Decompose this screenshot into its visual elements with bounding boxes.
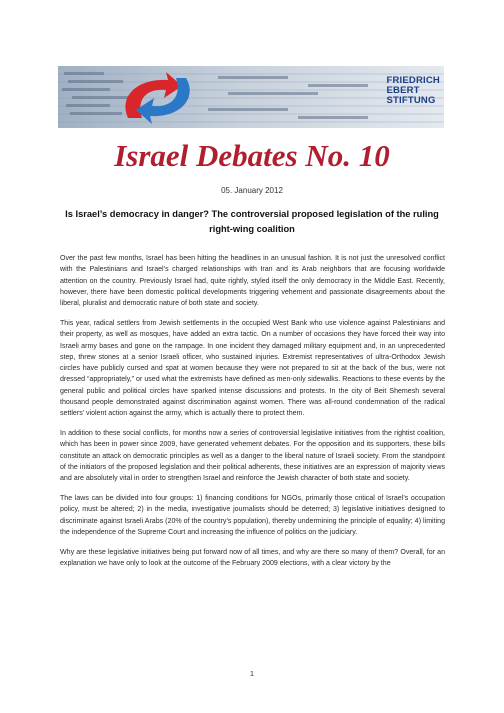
article-headline: Is Israel’s democracy in danger? The controversial proposed legislation of the ruling right-wing coalition	[65, 209, 439, 234]
article-body	[60, 253, 445, 578]
document-title: Israel Debates No. 10	[114, 138, 390, 173]
paragraph: Why are these legislative initiatives being put forward now of all times, and why are there so many of them? Overall, for an explanation we have only to look at the outcome of the February 2009 elections, with a clear victory by the	[60, 548, 445, 568]
header-banner	[58, 66, 444, 128]
paragraph: This year, radical settlers from Jewish settlements in the occupied West Bank who use violence against Palestinians and their property, as well as mosques, have added an extra tactic. On a number of occasions they have forced their way into Israeli army bases and gone on the rampage. In one incident they damaged military equipment and, in an unprecedented step, threw stones at a senior Israeli officer, who sustained injuries. Extremist representatives of ultra-Orthodox Jewish circles have publicly cursed and spat at women because they were not prepared to sit at the back of the bus, were not dressed “appropriately,” or used what the extremists have defined as men-only sidewalks. Reactions to these events by the general public and political circles have sparked intense discussions and protests. In the city of Beit Shemesh several thousand people demonstrated against discrimination against women. There was all-round condemnation of the radical settlers’ violent action against the army, which is actually there to protect them.	[60, 319, 445, 418]
paragraph: Over the past few months, Israel has been hitting the headlines in an unusual fashion. It is not just the unresolved conflict with the Palestinians and Israel’s charged relationships with Iran and its Arab neighbors that are focusing worldwide attention on the country. Previously Israel had, quite rightly, styled itself the only democracy in the Middle East. Recently, however, there have been domestic political developments triggering vehement and passionate disagreements about the liberal, pluralist and democratic nature of both state and society.	[60, 255, 445, 308]
page-number: 1	[249, 669, 255, 678]
fes-logo[interactable]	[386, 76, 440, 106]
document-date: 05. January 2012	[221, 186, 283, 195]
logo-line-1: FRIEDRICH	[386, 75, 440, 86]
logo-line-2: EBERT	[386, 85, 420, 96]
logo-line-3: STIFTUNG	[386, 95, 436, 106]
paragraph: In addition to these social conflicts, for months now a series of controversial legislative initiatives from the rightist coalition, which has been in power since 2009, have generated vehement debates. For the opposition and its supporters, these bills constitute an attack on democratic principles as well as a danger to the liberal nature of Israeli society. From the standpoint of the initiators of the proposed legislation and their political adherents, these initiatives are an expression of majority views and are absolutely vital in order to strengthen Israel and reinforce the Jewish character of both state and society.	[60, 430, 445, 483]
paragraph: The laws can be divided into four groups: 1) financing conditions for NGOs, primarily those critical of Israel’s occupation policy, must be altered; 2) in the media, investigative journalists should be deterred; 3) legislative initiatives designed to discriminate against Israeli Arabs (20% of the country’s population), thereby undermining the principle of equality; 4) limiting the independence of the Supreme Court and increasing the influence of politics on the judiciary.	[60, 495, 445, 537]
